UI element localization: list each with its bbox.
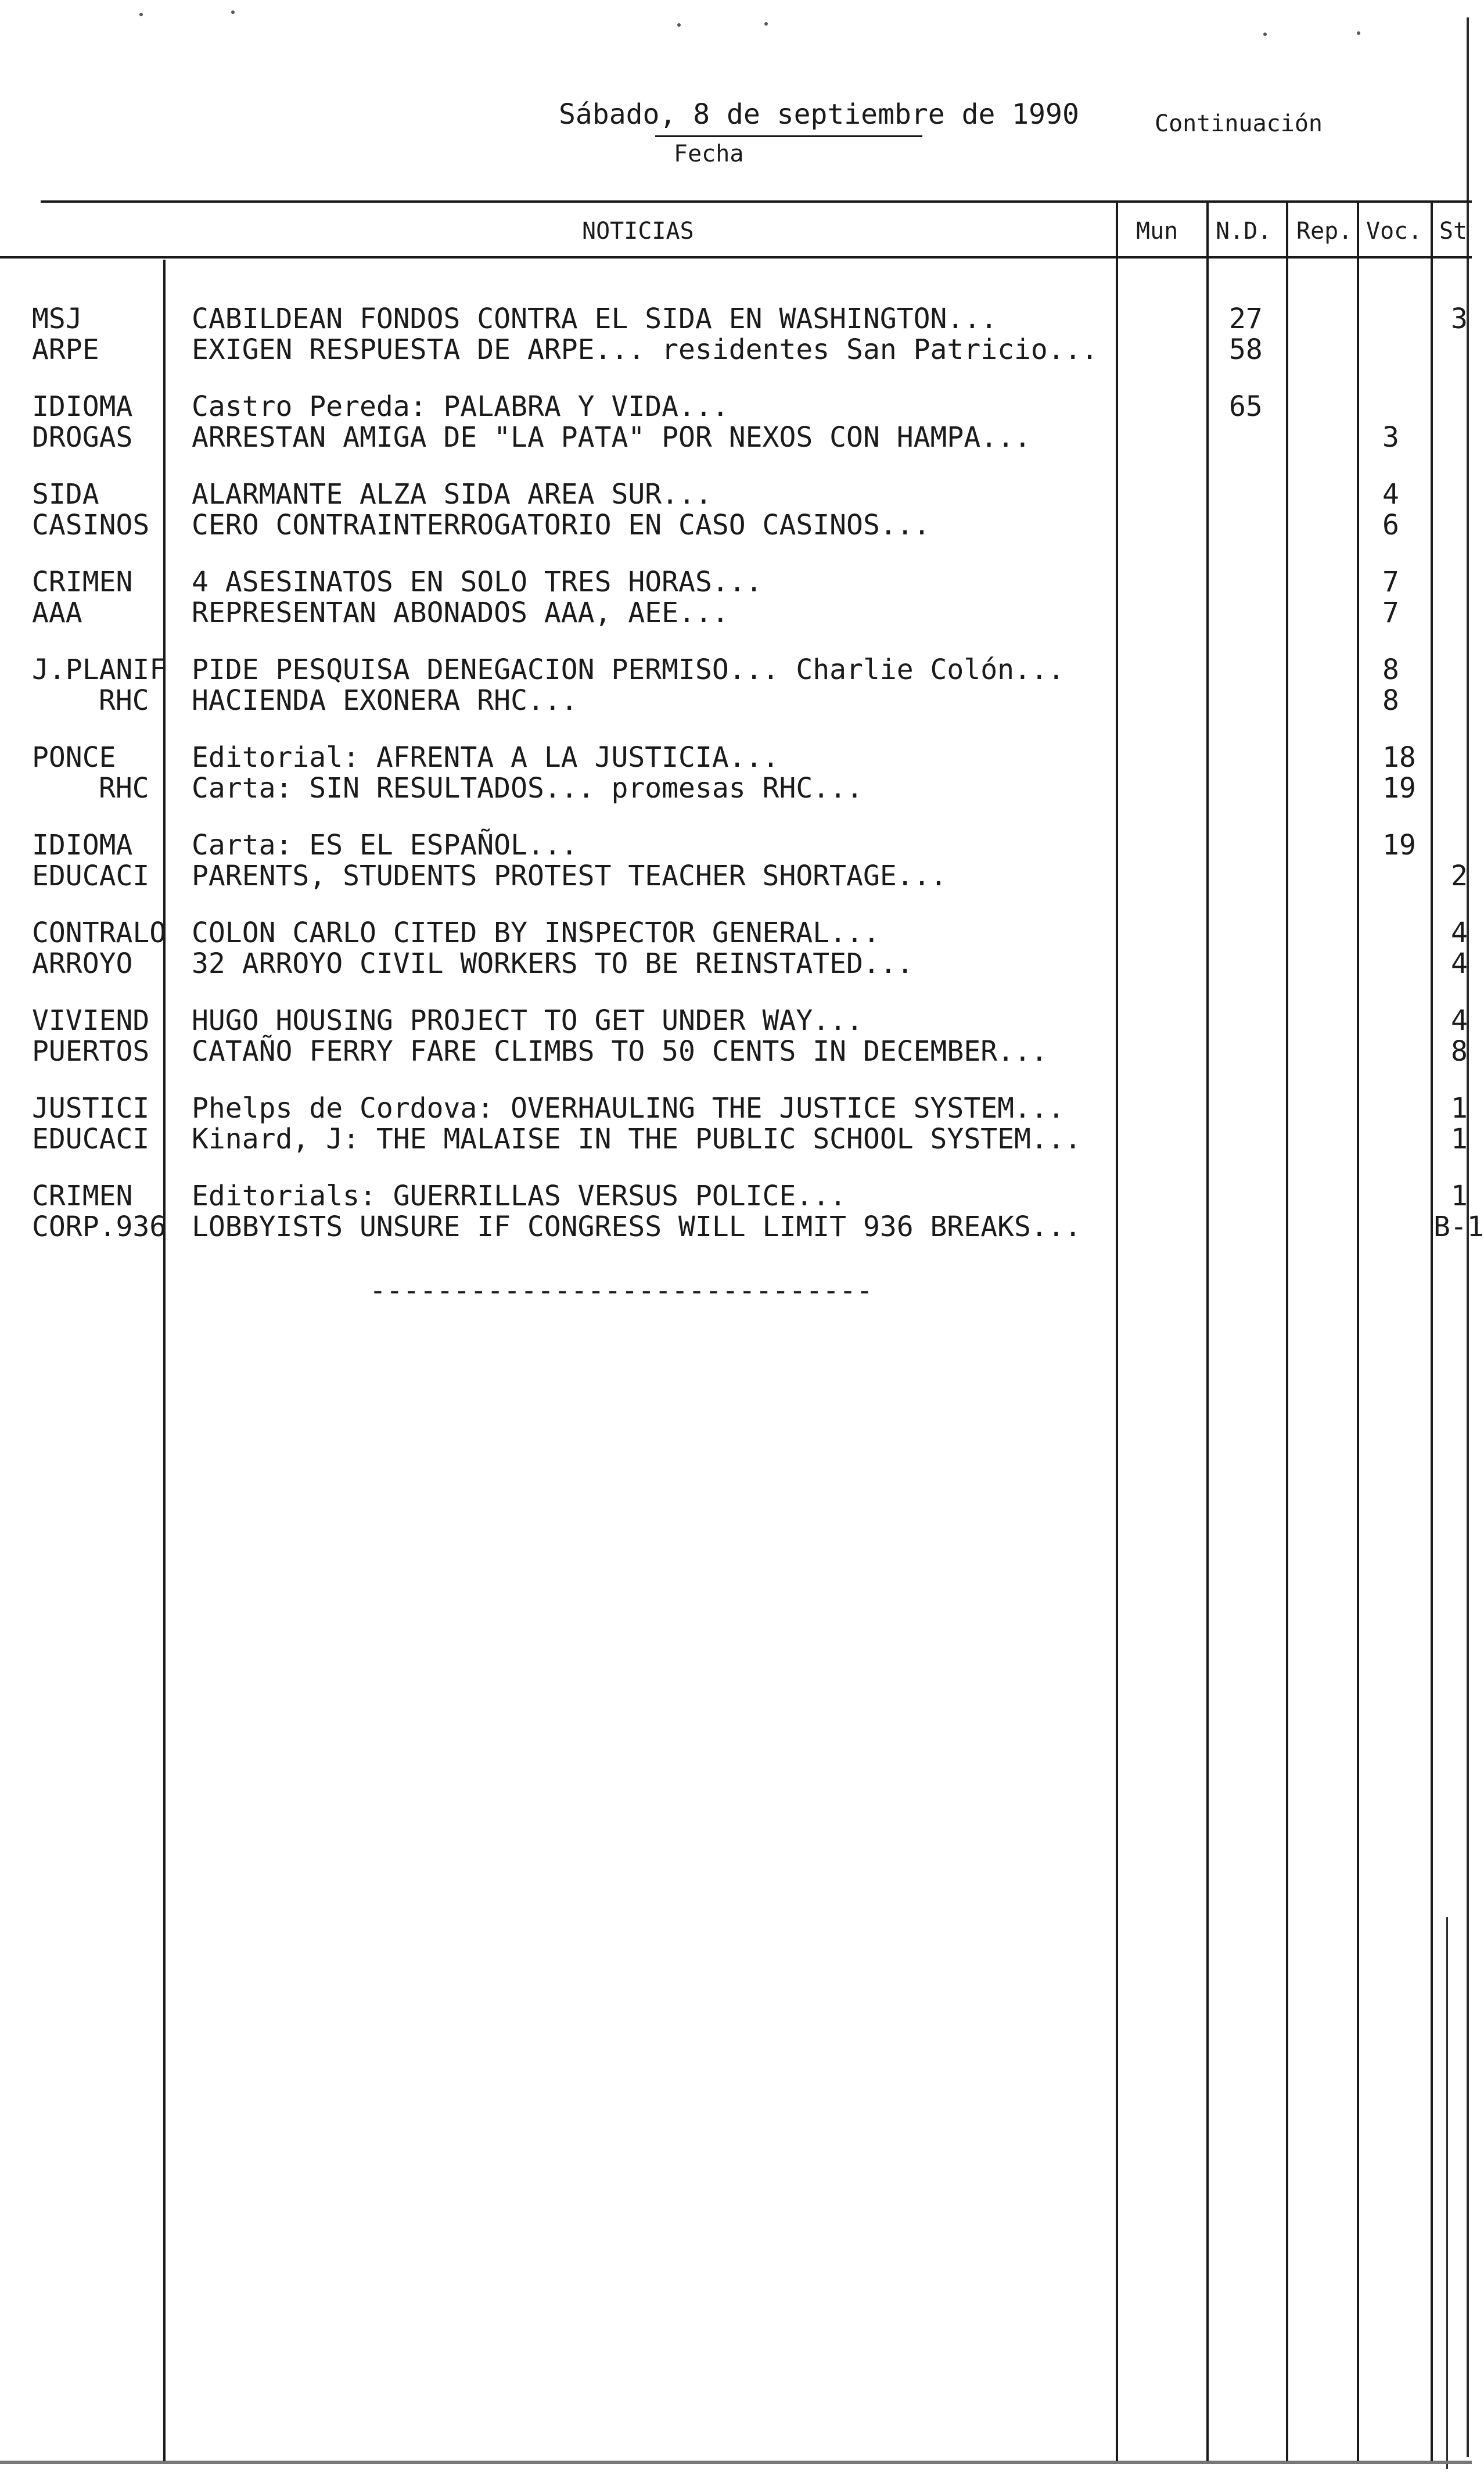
row-voc-page: 7 (1382, 566, 1399, 598)
row-category: IDIOMA (32, 390, 133, 423)
row-voc-page: 3 (1382, 421, 1399, 454)
page-edge (1446, 1917, 1448, 2469)
nd-column-divider (1206, 203, 1209, 2461)
row-category: EDUCACI (32, 1123, 150, 1155)
row-category: PUERTOS (32, 1035, 150, 1068)
row-headline: PIDE PESQUISA DENEGACION PERMISO... Charlie Colón... (192, 653, 1065, 686)
row-category: PONCE (32, 741, 116, 774)
scan-speck (1357, 31, 1360, 35)
row-headline: Castro Pereda: PALABRA Y VIDA... (192, 390, 729, 423)
row-sta-page: 1 (1451, 1123, 1468, 1155)
row-category: AAA (32, 597, 82, 629)
row-sta-page: 2 (1451, 860, 1468, 892)
column-header-mun: Mun (1136, 218, 1178, 245)
row-headline: Carta: ES EL ESPAÑOL... (192, 829, 578, 861)
row-sta-page: 3 (1451, 303, 1468, 335)
row-headline: COLON CARLO CITED BY INSPECTOR GENERAL... (192, 917, 880, 949)
scan-speck (1263, 33, 1267, 36)
date-caption: Fecha (674, 141, 744, 167)
row-headline: Editorial: AFRENTA A LA JUSTICIA... (192, 741, 779, 774)
row-nd-page: 27 (1229, 303, 1263, 335)
row-category: CRIMEN (32, 1180, 133, 1212)
row-category: JUSTICI (32, 1092, 150, 1125)
row-nd-page: 58 (1229, 333, 1263, 366)
row-headline: Phelps de Cordova: OVERHAULING THE JUSTICE SYSTEM... (192, 1092, 1065, 1125)
scan-speck (677, 23, 681, 27)
row-sta-page: 1 (1451, 1092, 1468, 1125)
date-underline (655, 135, 922, 137)
row-sta-page: 4 (1451, 947, 1468, 980)
row-category: RHC (99, 772, 149, 805)
table-top-rule (41, 200, 1472, 203)
continuation-label: Continuación (1155, 110, 1323, 137)
scan-speck (139, 13, 143, 16)
row-headline: EXIGEN RESPUESTA DE ARPE... residentes San Patricio... (192, 333, 1098, 366)
row-headline: ALARMANTE ALZA SIDA AREA SUR... (192, 478, 712, 511)
row-headline: HACIENDA EXONERA RHC... (192, 684, 578, 717)
row-category: IDIOMA (32, 829, 133, 861)
row-headline: CATAÑO FERRY FARE CLIMBS TO 50 CENTS IN DECEMBER... (192, 1035, 1048, 1068)
row-voc-page: 4 (1382, 478, 1399, 511)
row-headline: Kinard, J: THE MALAISE IN THE PUBLIC SCHOOL SYSTEM... (192, 1123, 1081, 1155)
column-header-voc: Voc. (1366, 218, 1422, 245)
row-headline: Editorials: GUERRILLAS VERSUS POLICE... (192, 1180, 847, 1212)
column-header-noticias: NOTICIAS (582, 218, 694, 245)
row-voc-page: 19 (1382, 829, 1416, 861)
row-category: CASINOS (32, 509, 150, 541)
row-voc-page: 8 (1382, 684, 1399, 717)
row-category: J.PLANIF (32, 653, 167, 686)
row-headline: LOBBYISTS UNSURE IF CONGRESS WILL LIMIT 936 BREAKS... (192, 1211, 1081, 1243)
row-headline: ARRESTAN AMIGA DE "LA PATA" POR NEXOS CON HAMPA... (192, 421, 1031, 454)
end-of-list-rule: ------------------------------ (369, 1274, 873, 1307)
row-voc-page: 18 (1382, 741, 1416, 774)
row-sta-page: 1 (1451, 1180, 1468, 1212)
row-category: CONTRALO (32, 917, 167, 949)
row-category: SIDA (32, 478, 99, 511)
table-header-rule (0, 256, 1472, 258)
row-category: CORP.936 (32, 1211, 167, 1243)
row-sta-page: 8 (1451, 1035, 1468, 1068)
category-column-divider (163, 260, 166, 2461)
rep-column-divider (1286, 203, 1288, 2461)
row-headline: HUGO HOUSING PROJECT TO GET UNDER WAY... (192, 1004, 863, 1037)
row-nd-page: 65 (1229, 390, 1263, 423)
row-voc-page: 6 (1382, 509, 1399, 541)
row-sta-page: 4 (1451, 917, 1468, 949)
row-headline: PARENTS, STUDENTS PROTEST TEACHER SHORTAGE... (192, 860, 947, 892)
row-headline: REPRESENTAN ABONADOS AAA, AEE... (192, 597, 729, 629)
row-headline: 32 ARROYO CIVIL WORKERS TO BE REINSTATED... (192, 947, 914, 980)
column-header-nd: N.D. (1216, 218, 1272, 245)
sta-column-divider (1431, 203, 1433, 2461)
row-headline: Carta: SIN RESULTADOS... promesas RHC... (192, 772, 863, 805)
row-voc-page: 19 (1382, 772, 1416, 805)
mun-column-divider (1116, 203, 1118, 2461)
scan-speck (764, 22, 768, 26)
row-category: RHC (99, 684, 149, 717)
page-bottom-edge (0, 2461, 1472, 2464)
column-header-rep: Rep. (1296, 218, 1353, 245)
row-category: ARROYO (32, 947, 133, 980)
row-voc-page: 8 (1382, 653, 1399, 686)
row-sta-page: 4 (1451, 1004, 1468, 1037)
report-date: Sábado, 8 de septiembre de 1990 (559, 98, 1079, 131)
column-header-sta: St (1439, 218, 1468, 245)
row-headline: 4 ASESINATOS EN SOLO TRES HORAS... (192, 566, 763, 598)
scan-speck (231, 10, 235, 14)
voc-column-divider (1357, 203, 1359, 2461)
row-category: ARPE (32, 333, 99, 366)
row-category: VIVIEND (32, 1004, 150, 1037)
row-sta-page: B-1 (1433, 1211, 1484, 1243)
row-headline: CABILDEAN FONDOS CONTRA EL SIDA EN WASHINGTON... (192, 303, 998, 335)
row-category: EDUCACI (32, 860, 150, 892)
row-category: MSJ (32, 303, 82, 335)
row-headline: CERO CONTRAINTERROGATORIO EN CASO CASINOS... (192, 509, 930, 541)
row-category: CRIMEN (32, 566, 133, 598)
row-category: DROGAS (32, 421, 133, 454)
row-voc-page: 7 (1382, 597, 1399, 629)
